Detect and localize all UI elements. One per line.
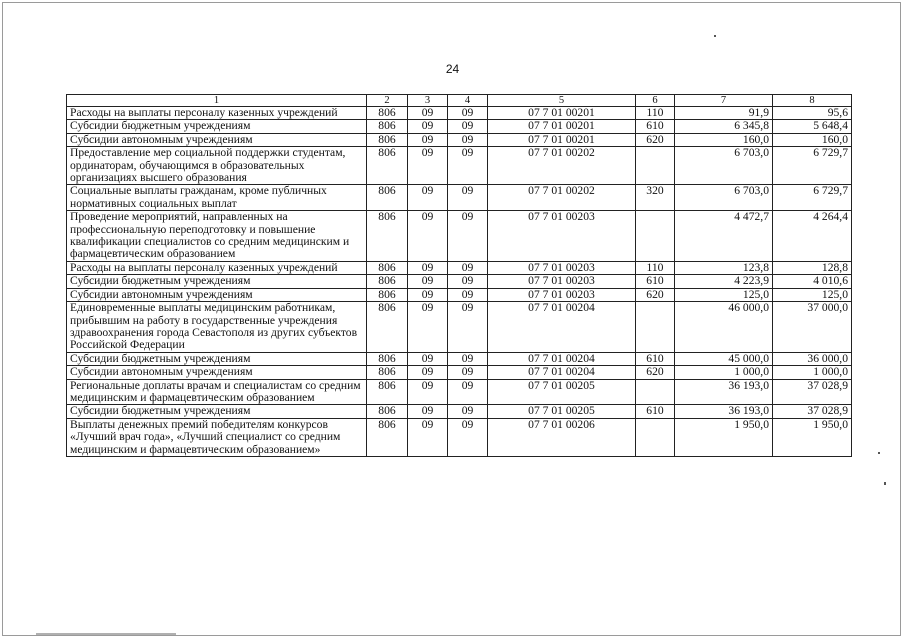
expense-type-code: 620 [636,366,675,379]
amount-year-2: 37 000,0 [773,302,852,353]
table-row [67,120,852,133]
subsection-code: 09 [448,147,488,185]
section-code: 09 [408,418,448,456]
section-code: 09 [408,147,448,185]
section-code: 09 [408,379,448,405]
target-article-code: 07 7 01 00201 [488,133,636,146]
subsection-code: 09 [448,366,488,379]
budget-table [66,94,852,457]
header-cell: 7 [675,95,773,107]
dept-code: 806 [367,261,408,274]
page-number: 24 [445,62,460,76]
table-row [67,275,852,288]
target-article-code: 07 7 01 00204 [488,352,636,365]
row-name: Субсидии автономным учреждениям [67,366,367,379]
table-row [67,352,852,365]
target-article-code: 07 7 01 00201 [488,107,636,120]
expense-type-code: 320 [636,185,675,211]
row-name: Расходы на выплаты персоналу казенных учреждений [67,107,367,120]
dept-code: 806 [367,275,408,288]
scan-speck [714,35,716,37]
target-article-code: 07 7 01 00203 [488,288,636,301]
table-row [67,107,852,120]
target-article-code: 07 7 01 00201 [488,120,636,133]
amount-year-1: 6 703,0 [675,185,773,211]
subsection-code: 09 [448,107,488,120]
dept-code: 806 [367,133,408,146]
expense-type-code: 610 [636,352,675,365]
subsection-code: 09 [448,275,488,288]
table-row [67,366,852,379]
amount-year-1: 36 193,0 [675,379,773,405]
dept-code: 806 [367,147,408,185]
subsection-code: 09 [448,120,488,133]
amount-year-2: 36 000,0 [773,352,852,365]
expense-type-code [636,147,675,185]
amount-year-1: 91,9 [675,107,773,120]
table-row [67,133,852,146]
dept-code: 806 [367,366,408,379]
row-name: Единовременные выплаты медицинским работникам, прибывшим на работу в государственные учреждения здравоохранения города Севастополя из других субъектов Российской Федерации [67,302,367,353]
amount-year-2: 125,0 [773,288,852,301]
section-code: 09 [408,366,448,379]
scan-speck [878,452,880,454]
dept-code: 806 [367,379,408,405]
row-name: Субсидии автономным учреждениям [67,133,367,146]
table-row [67,288,852,301]
amount-year-1: 6 345,8 [675,120,773,133]
dept-code: 806 [367,185,408,211]
row-name: Расходы на выплаты персоналу казенных учреждений [67,261,367,274]
subsection-code: 09 [448,352,488,365]
dept-code: 806 [367,120,408,133]
expense-type-code: 110 [636,261,675,274]
expense-type-code [636,418,675,456]
table-body [67,107,852,457]
amount-year-1: 6 703,0 [675,147,773,185]
section-code: 09 [408,133,448,146]
section-code: 09 [408,288,448,301]
dept-code: 806 [367,288,408,301]
header-cell: 1 [67,95,367,107]
section-code: 09 [408,352,448,365]
section-code: 09 [408,275,448,288]
expense-type-code: 110 [636,107,675,120]
table-row [67,147,852,185]
subsection-code: 09 [448,288,488,301]
row-name: Субсидии автономным учреждениям [67,288,367,301]
dept-code: 806 [367,211,408,262]
amount-year-2: 6 729,7 [773,185,852,211]
expense-type-code: 610 [636,275,675,288]
target-article-code: 07 7 01 00204 [488,366,636,379]
subsection-code: 09 [448,261,488,274]
header-cell: 4 [448,95,488,107]
target-article-code: 07 7 01 00203 [488,211,636,262]
expense-type-code: 610 [636,120,675,133]
section-code: 09 [408,405,448,418]
row-name: Субсидии бюджетным учреждениям [67,352,367,365]
header-row [67,95,852,107]
target-article-code: 07 7 01 00202 [488,185,636,211]
amount-year-2: 4 010,6 [773,275,852,288]
expense-type-code [636,211,675,262]
amount-year-1: 36 193,0 [675,405,773,418]
header-cell: 5 [488,95,636,107]
target-article-code: 07 7 01 00205 [488,379,636,405]
scan-speck [884,482,886,485]
table-row [67,261,852,274]
header-cell: 2 [367,95,408,107]
expense-type-code [636,302,675,353]
dept-code: 806 [367,405,408,418]
dept-code: 806 [367,352,408,365]
amount-year-1: 46 000,0 [675,302,773,353]
amount-year-1: 4 223,9 [675,275,773,288]
amount-year-1: 45 000,0 [675,352,773,365]
expense-type-code [636,379,675,405]
amount-year-2: 4 264,4 [773,211,852,262]
header-cell: 3 [408,95,448,107]
amount-year-1: 125,0 [675,288,773,301]
row-name: Субсидии бюджетным учреждениям [67,275,367,288]
section-code: 09 [408,185,448,211]
table-row [67,405,852,418]
table-row [67,302,852,353]
amount-year-1: 123,8 [675,261,773,274]
target-article-code: 07 7 01 00205 [488,405,636,418]
row-name: Проведение мероприятий, направленных на профессиональную переподготовку и повышение квалификации специалистов со средним медицинским и фармацевтическим образованием [67,211,367,262]
amount-year-2: 1 950,0 [773,418,852,456]
header-cell: 6 [636,95,675,107]
expense-type-code: 620 [636,288,675,301]
section-code: 09 [408,107,448,120]
amount-year-2: 5 648,4 [773,120,852,133]
amount-year-2: 128,8 [773,261,852,274]
target-article-code: 07 7 01 00206 [488,418,636,456]
target-article-code: 07 7 01 00203 [488,275,636,288]
section-code: 09 [408,261,448,274]
subsection-code: 09 [448,133,488,146]
amount-year-2: 95,6 [773,107,852,120]
table-row [67,211,852,262]
amount-year-1: 160,0 [675,133,773,146]
row-name: Региональные доплаты врачам и специалистам со средним медицинским и фармацевтическим образованием [67,379,367,405]
amount-year-2: 1 000,0 [773,366,852,379]
subsection-code: 09 [448,405,488,418]
subsection-code: 09 [448,211,488,262]
section-code: 09 [408,302,448,353]
dept-code: 806 [367,302,408,353]
target-article-code: 07 7 01 00204 [488,302,636,353]
amount-year-1: 4 472,7 [675,211,773,262]
row-name: Социальные выплаты гражданам, кроме публичных нормативных социальных выплат [67,185,367,211]
amount-year-2: 37 028,9 [773,379,852,405]
subsection-code: 09 [448,185,488,211]
row-name: Субсидии бюджетным учреждениям [67,405,367,418]
amount-year-1: 1 950,0 [675,418,773,456]
dept-code: 806 [367,107,408,120]
row-name: Предоставление мер социальной поддержки студентам, ординаторам, обучающимся в образовательных организациях высшего образования [67,147,367,185]
row-name: Субсидии бюджетным учреждениям [67,120,367,133]
table-row [67,418,852,456]
header-cell: 8 [773,95,852,107]
row-name: Выплаты денежных премий победителям конкурсов «Лучший врач года», «Лучший специалист со средним медицинским и фармацевтическим образованием» [67,418,367,456]
table-row [67,185,852,211]
target-article-code: 07 7 01 00203 [488,261,636,274]
amount-year-1: 1 000,0 [675,366,773,379]
dept-code: 806 [367,418,408,456]
amount-year-2: 6 729,7 [773,147,852,185]
expense-type-code: 620 [636,133,675,146]
section-code: 09 [408,211,448,262]
scan-edge-mark [36,633,176,635]
subsection-code: 09 [448,379,488,405]
target-article-code: 07 7 01 00202 [488,147,636,185]
subsection-code: 09 [448,302,488,353]
subsection-code: 09 [448,418,488,456]
expense-type-code: 610 [636,405,675,418]
table-row [67,379,852,405]
section-code: 09 [408,120,448,133]
amount-year-2: 37 028,9 [773,405,852,418]
amount-year-2: 160,0 [773,133,852,146]
